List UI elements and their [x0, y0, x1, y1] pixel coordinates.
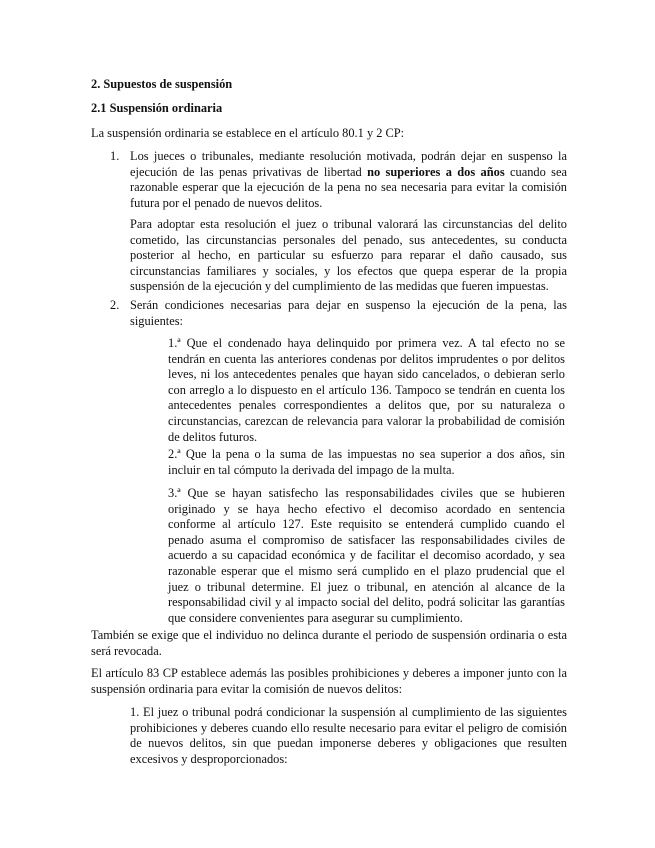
item-2-text: Serán condiciones necesarias para dejar en suspenso la ejecución de la pena, las siguientes:	[130, 298, 567, 328]
paragraph-art83: El artículo 83 CP establece además las posibles prohibiciones y deberes a imponer junto con la suspensión ordinaria para evitar la comisión de nuevos delitos:	[91, 666, 567, 696]
condition-2: 2.ª Que la pena o la suma de las impuestas no sea superior a dos años, sin incluir en tal cómputo la derivada del impago de la multa.	[168, 447, 565, 477]
item-1-text-start: Los jueces o tribunales, mediante resolución motivada, podrán dejar en suspenso la ejecución de las penas privativas de libertad	[130, 149, 567, 179]
item-1-bold-text: no superiores a dos años	[367, 164, 505, 179]
item-1-text-end: cuando sea razonable esperar que la ejecución de la pena no sea necesaria para evitar la comisión futura por el penado de nuevos delitos.	[130, 164, 567, 210]
quote-art83: 1. El juez o tribunal podrá condicionar la suspensión al cumplimiento de las siguientes prohibiciones y deberes cuando ello resulte necesario para evitar el peligro de comisión de nuevos delitos, sin que puedan imponerse deberes y obligaciones que resulten excesivos y desproporcionados:	[130, 705, 567, 766]
condition-1: 1.ª Que el condenado haya delinquido por primera vez. A tal efecto no se tendrán en cuenta las anteriores condenas por delitos imprudentes o por delitos leves, ni los antecedentes penales que hayan sido cancelados, o debieran serlo con arreglo a lo dispuesto en el artículo 136. Tampoco se tendrán en cuenta los antecedentes penales correspondientes a delitos que, por su naturaleza o circunstancias, carezcan de relevancia para valorar la probabilidad de comisión de delitos futuros.	[168, 336, 565, 444]
item-1-number: 1.	[110, 149, 120, 163]
item-1-paragraph-2: Para adoptar esta resolución el juez o tribunal valorará las circunstancias del delito cometido, las circunstancias personales del penado, sus antecedentes, su conducta posterior al hecho, en particular su esfuerzo para reparar el daño causado, sus circunstancias familiares y sociales, y los efectos que quepa esperar de la propia suspensión de la ejecución y del cumplimiento de las medidas que fueren impuestas.	[130, 217, 567, 294]
paragraph-also: También se exige que el individuo no delinca durante el periodo de suspensión ordinaria o esta será revocada.	[91, 628, 567, 658]
section-title: 2. Supuestos de suspensión	[91, 77, 233, 91]
item-2-number: 2.	[110, 298, 120, 312]
subsection-title: 2.1 Suspensión ordinaria	[91, 101, 223, 115]
intro-paragraph: La suspensión ordinaria se establece en el artículo 80.1 y 2 CP:	[91, 126, 405, 140]
item-1-text	[130, 149, 567, 211]
condition-3: 3.ª Que se hayan satisfecho las responsabilidades civiles que se hubieren originado y se haya hecho efectivo el decomiso acordado en sentencia conforme al artículo 127. Este requisito se entenderá cumplido cuando el penado asuma el compromiso de satisfacer las responsabilidades civiles de acuerdo a su capacidad económica y de facilitar el decomiso acordado, y sea razonable esperar que el mismo será cumplido en el plazo prudencial que el juez o tribunal determine. El juez o tribunal, en atención al alcance de la responsabilidad civil y al impacto social del delito, podrá solicitar las garantías que considere convenientes para asegurar su cumplimiento.	[168, 486, 565, 625]
